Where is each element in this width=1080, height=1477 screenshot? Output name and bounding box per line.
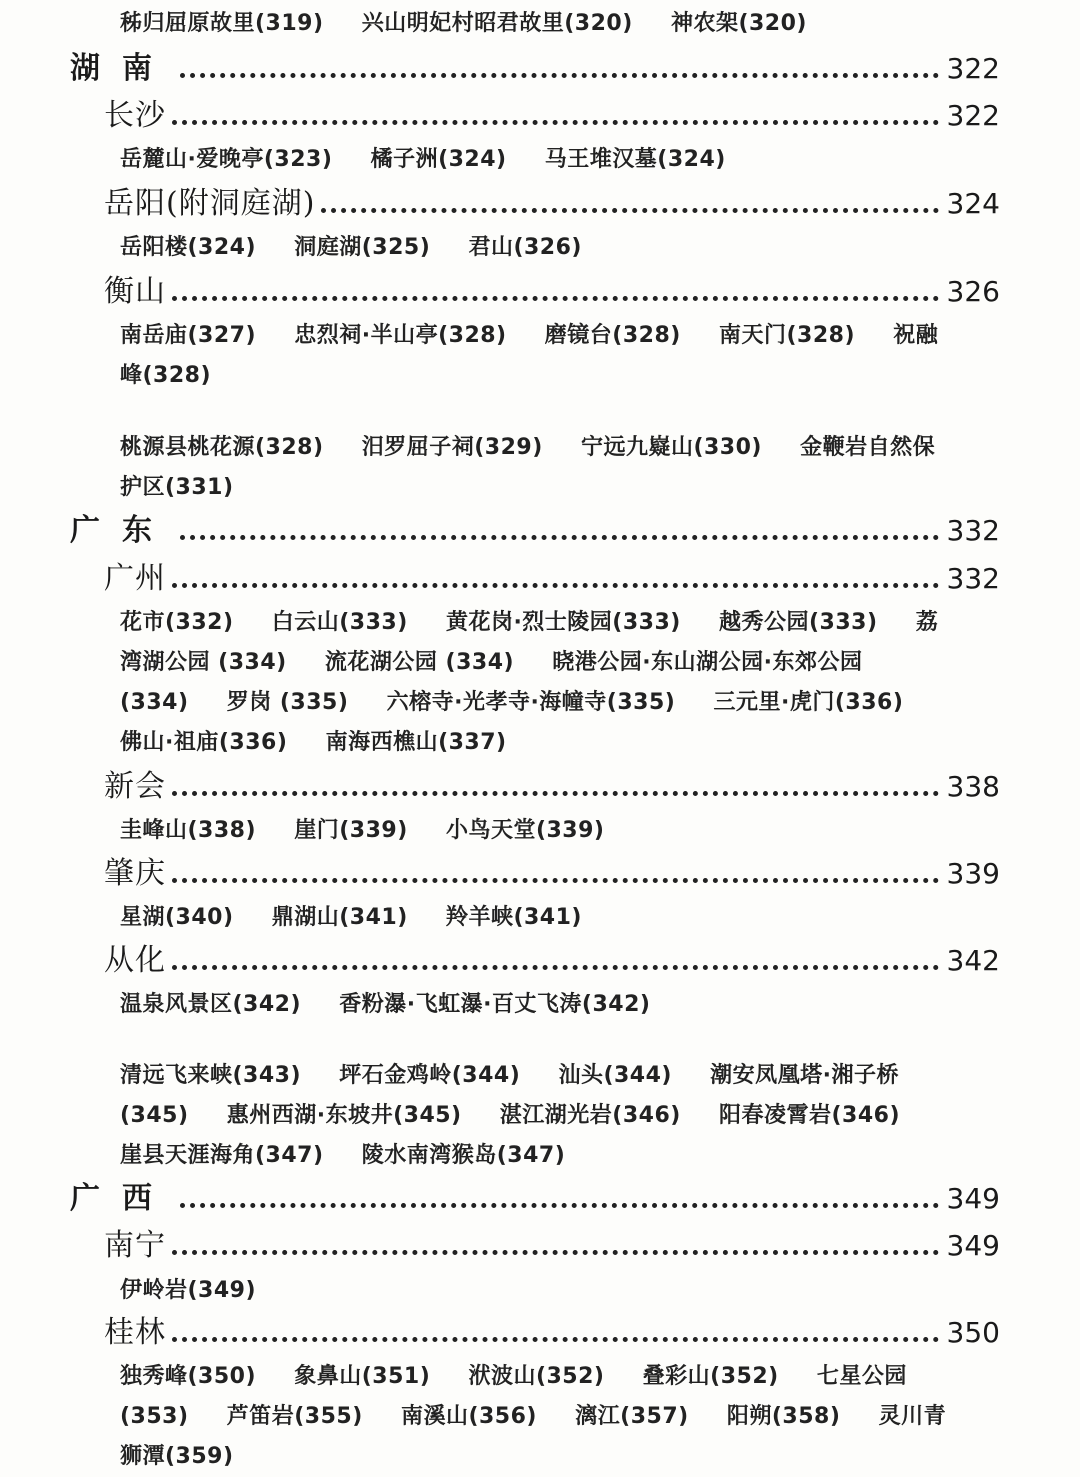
page-number: 332: [946, 514, 1000, 547]
page-number: 349: [946, 1229, 1000, 1262]
list-item: 洞庭湖(325): [294, 235, 431, 260]
toc-entry-changsha: [104, 99, 1000, 133]
page-number: 349: [946, 1182, 1000, 1215]
list-item: 叠彩山(352): [642, 1364, 779, 1389]
dot-leader: [180, 1203, 939, 1208]
list-item: 洑波山(352): [468, 1364, 605, 1389]
city-title: 新会: [104, 769, 166, 804]
list-item: 宁远九嶷山(330): [580, 435, 762, 460]
list-item: 祝融峰(328): [120, 323, 939, 388]
list-item: 君山(326): [468, 235, 582, 260]
list-item: 流花湖公园 (334): [324, 650, 515, 675]
list-item: 崖门(339): [294, 818, 408, 843]
list-item: 鼎湖山(341): [271, 905, 408, 930]
list-item: 秭归屈原故里(319): [120, 11, 324, 36]
list-item: 湛江湖光岩(346): [499, 1103, 681, 1128]
list-item: 潮安凤凰塔·湘子桥(345): [120, 1063, 900, 1128]
list-item: 星湖(340): [120, 905, 234, 930]
dot-leader: [180, 535, 939, 540]
list-item: 南海西樵山(337): [325, 730, 507, 755]
list-item: 马王堆汉墓(324): [544, 147, 726, 172]
page-number: 338: [946, 770, 1000, 803]
list-item: 岳阳楼(324): [120, 235, 257, 260]
list-item: 汨罗屈子祠(329): [361, 435, 543, 460]
list-item: 独秀峰(350): [120, 1364, 257, 1389]
dot-leader: [180, 73, 939, 78]
guangzhou-sites: [120, 603, 950, 763]
list-item: 神农架(320): [670, 11, 807, 36]
toc-entry-nanning: [104, 1229, 1000, 1263]
hengshan-sites: [120, 316, 950, 396]
toc-entry-hunan: [70, 52, 1000, 86]
city-title: 桂林: [104, 1315, 166, 1350]
list-item: 灵川青狮潭(359): [120, 1404, 947, 1469]
list-item: 象鼻山(351): [294, 1364, 431, 1389]
dot-leader: [321, 208, 938, 213]
list-item: 晓港公园·东山湖公园·东郊公园(334): [120, 650, 863, 715]
list-item: 小鸟天堂(339): [445, 818, 605, 843]
toc-entry-zhaoqing: [104, 857, 1000, 891]
page-number: 339: [946, 857, 1000, 890]
list-item: 伊岭岩(349): [120, 1278, 257, 1303]
list-item: 罗岗 (335): [226, 690, 349, 715]
city-title: 岳阳(附洞庭湖): [104, 186, 316, 221]
toc-entry-guilin: [104, 1316, 1000, 1350]
list-item: 磨镜台(328): [544, 323, 681, 348]
yueyang-sites: [120, 228, 950, 268]
hunan-other-sites: [120, 428, 950, 508]
city-title: 长沙: [104, 98, 166, 133]
city-title: 南宁: [104, 1228, 166, 1263]
dot-leader: [172, 791, 939, 796]
toc-entry-guangzhou: [104, 562, 1000, 596]
list-item: 漓江(357): [575, 1404, 689, 1429]
city-title: 从化: [104, 943, 166, 978]
list-item: 香粉瀑·飞虹瀑·百丈飞涛(342): [339, 992, 651, 1017]
list-item: 桃源县桃花源(328): [120, 435, 324, 460]
page-number: 322: [946, 52, 1000, 85]
list-item: 荔湾湖公园 (334): [120, 610, 939, 675]
page-number: 342: [946, 944, 1000, 977]
list-item: 花市(332): [120, 610, 234, 635]
list-item: 崖县天涯海角(347): [120, 1143, 324, 1168]
dot-leader: [172, 296, 939, 301]
guangdong-other-sites: [120, 1056, 950, 1176]
list-item: 阳朔(358): [726, 1404, 841, 1429]
list-item: 黄花岗·烈士陵园(333): [445, 610, 681, 635]
list-item: 橘子洲(324): [370, 147, 507, 172]
list-item: 南溪山(356): [400, 1404, 537, 1429]
dot-leader: [172, 583, 939, 588]
list-item: 兴山明妃村昭君故里(320): [361, 11, 633, 36]
list-item: 白云山(333): [271, 610, 408, 635]
dot-leader: [172, 1250, 939, 1255]
xinhui-sites: [120, 811, 950, 851]
list-item: 坪石金鸡岭(344): [339, 1063, 521, 1088]
dot-leader: [172, 965, 939, 970]
list-item: 越秀公园(333): [719, 610, 878, 635]
list-item: 六榕寺·光孝寺·海幢寺(335): [386, 690, 676, 715]
conghua-sites: [120, 985, 950, 1025]
list-item: 七星公园(353): [120, 1364, 907, 1429]
list-item: 南岳庙(327): [120, 323, 257, 348]
list-item: 芦笛岩(355): [226, 1404, 363, 1429]
nanning-sites: [120, 1271, 950, 1311]
toc-entry-conghua: [104, 944, 1000, 978]
province-title: 湖南: [70, 51, 174, 86]
city-title: 肇庆: [104, 856, 166, 891]
list-item: 阳春凌霄岩(346): [719, 1103, 901, 1128]
list-item: 南天门(328): [719, 323, 856, 348]
hubei-sites-continued: [120, 4, 950, 44]
list-item: 陵水南湾猴岛(347): [361, 1143, 566, 1168]
list-item: 汕头(344): [558, 1063, 672, 1088]
guilin-sites: [120, 1357, 950, 1477]
list-item: 圭峰山(338): [120, 818, 257, 843]
toc-entry-xinhui: [104, 770, 1000, 804]
list-item: 羚羊峡(341): [445, 905, 582, 930]
zhaoqing-sites: [120, 898, 950, 938]
city-title: 衡山: [104, 274, 166, 309]
list-item: 金鞭岩自然保护区(331): [120, 435, 936, 500]
page-number: 322: [946, 99, 1000, 132]
dot-leader: [172, 120, 939, 125]
page-number: 324: [946, 187, 1000, 220]
list-item: 惠州西湖·东坡井(345): [226, 1103, 462, 1128]
city-title: 广州: [104, 561, 166, 596]
page-number: 326: [946, 275, 1000, 308]
dot-leader: [172, 1337, 939, 1342]
list-item: 清远飞来峡(343): [120, 1063, 302, 1088]
changsha-sites: [120, 140, 950, 180]
list-item: 岳麓山·爱晚亭(323): [120, 147, 333, 172]
list-item: 三元里·虎门(336): [713, 690, 904, 715]
toc-entry-hengshan: [104, 275, 1000, 309]
toc-entry-guangdong: [70, 514, 1000, 548]
dot-leader: [172, 878, 939, 883]
list-item: 忠烈祠·半山亭(328): [294, 323, 507, 348]
province-title: 广东: [70, 513, 174, 548]
list-item: 温泉风景区(342): [120, 992, 302, 1017]
toc-entry-guangxi: [70, 1182, 1000, 1216]
page-number: 350: [946, 1316, 1000, 1349]
province-title: 广西: [70, 1181, 174, 1216]
toc-entry-yueyang: [104, 187, 1000, 221]
page-number: 332: [946, 562, 1000, 595]
list-item: 佛山·祖庙(336): [120, 730, 288, 755]
